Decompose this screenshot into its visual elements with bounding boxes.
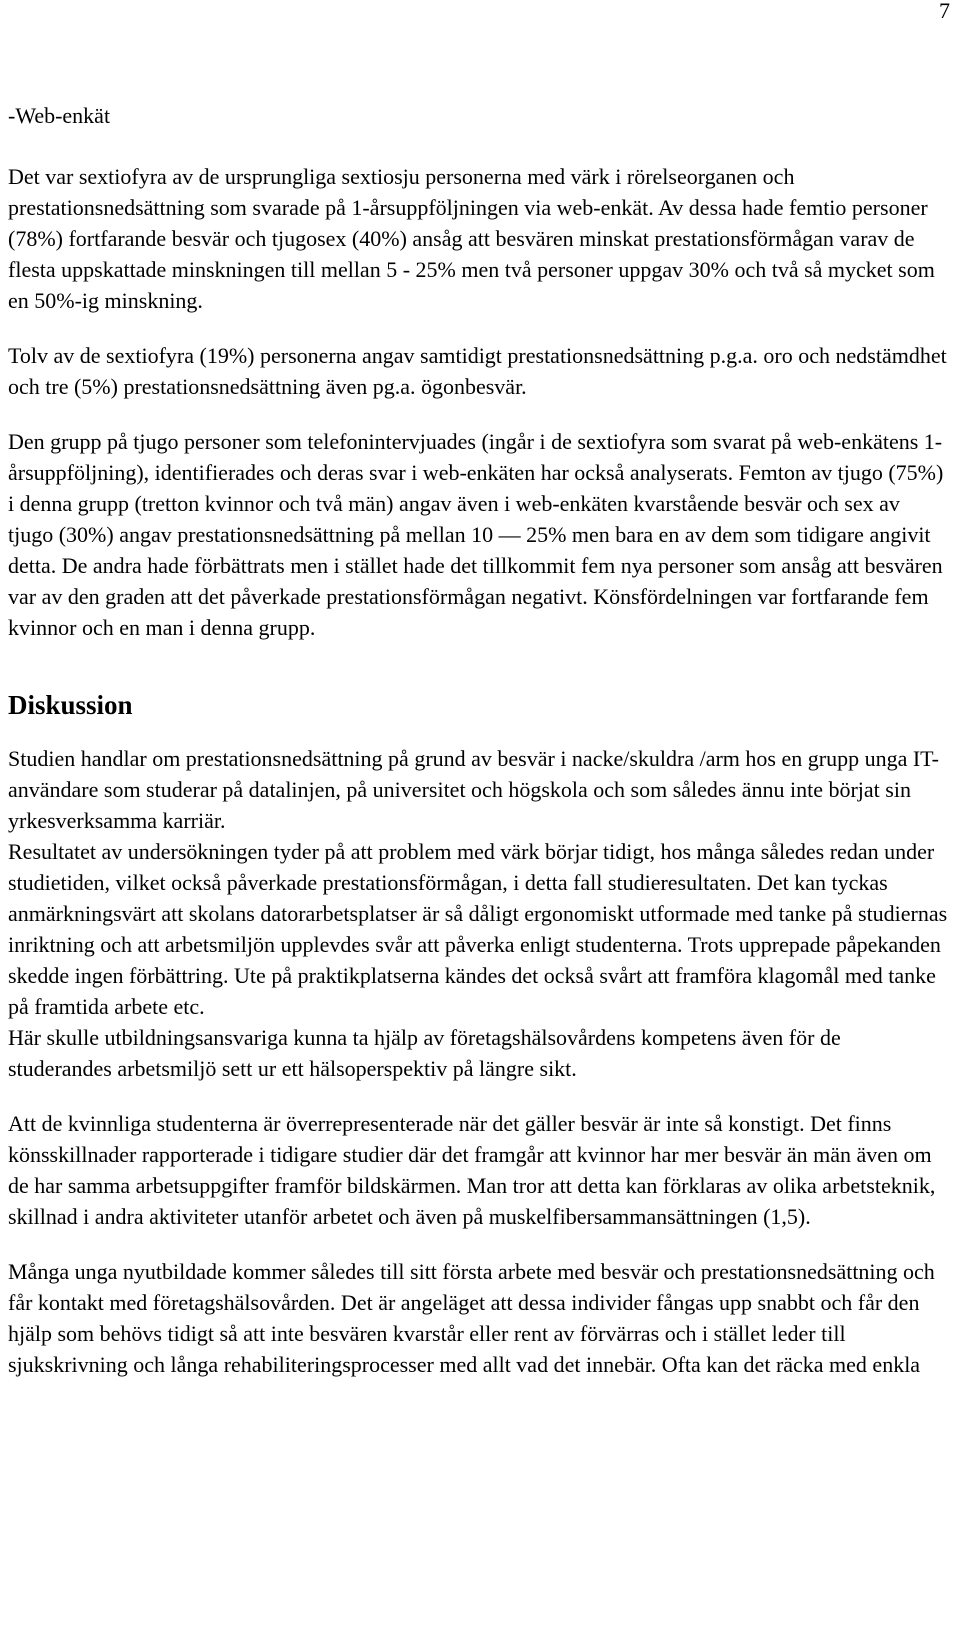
paragraph-web-survey-results: Det var sextiofyra av de ursprungliga sextiosju personerna med värk i rörelseorganen och prestationsnedsättning som svarade på 1-årsuppföljningen via web-enkät. Av dessa hade femtio personer (78%) fortfarande besvär och tjugosex (40%) ansåg att besvären minskat prestationsförmågan varav de flesta uppskattade minskningen till mellan 5 - 25% men två personer uppgav 30% och två så mycket som en 50%-ig minskning.: [8, 164, 935, 313]
section-heading-discussion: Diskussion: [8, 690, 133, 720]
page-number: 7: [939, 0, 950, 23]
document-body: [8, 100, 948, 1380]
paragraph-study-scope: Studien handlar om prestationsnedsättning på grund av besvär i nacke/skuldra /arm hos en grupp unga IT-användare som studerar på datalinjen, på universitet och högskola och som således ännu inte börjat sin yrkesverksamma karriär.: [8, 746, 939, 833]
paragraph-early-intervention: Många unga nyutbildade kommer således till sitt första arbete med besvär och prestationsnedsättning och får kontakt med företagshälsovården. Det är angeläget att dessa individer fångas upp snabbt och får den hjälp som behövs tidigt så att inte besvären kvarstår eller rent av förvärras och i stället leder till sjukskrivning och långa rehabiliteringsprocesser med allt vad det innebär. Ofta kan det räcka med enkla: [8, 1259, 935, 1377]
paragraph-anxiety-eye-problems: Tolv av de sextiofyra (19%) personerna angav samtidigt prestationsnedsättning p.g.a. oro och nedstämdhet och tre (5%) prestationsnedsättning även pg.a. ögonbesvär.: [8, 343, 947, 399]
section-label-web-survey: -Web-enkät: [8, 103, 111, 128]
paragraph-results-summary: Resultatet av undersökningen tyder på att problem med värk börjar tidigt, hos många således redan under studietiden, vilket också påverkade prestationsförmågan, i detta fall studieresultaten. Det kan tyckas anmärkningsvärt att skolans datorarbetsplatser är så dåligt ergonomiskt utformade med tanke på studiernas inriktning och att arbetsmiljön upplevdes svår att påverka enligt studenterna. Trots upprepade påpekanden skedde ingen förbättring. Ute på praktikplatserna kändes det också svårt att framföra klagomål med tanke på framtida arbete etc.: [8, 839, 948, 1019]
paragraph-phone-interview-group: Den grupp på tjugo personer som telefonintervjuades (ingår i de sextiofyra som svarat på web-enkätens 1- årsuppföljning), identifierades och deras svar i web-enkäten har också analyserats. Femton av tjugo (75%) i denna grupp (tretton kvinnor och två män) angav även i web-enkäten kvarstående besvär och sex av tjugo (30%) angav prestationsnedsättning på mellan 10 — 25% men bara en av dem som tidigare angivit detta. De andra hade förbättrats men i stället hade det tillkommit fem nya personer som ansåg att besvären var av den graden att det påverkade prestationsförmågan negativt. Könsfördelningen var fortfarande fem kvinnor och en man i denna grupp.: [8, 429, 944, 640]
paragraph-occupational-health: Här skulle utbildningsansvariga kunna ta hjälp av företagshälsovårdens kompetens även för de studerandes arbetsmiljö sett ur ett hälsoperspektiv på längre sikt.: [8, 1025, 841, 1081]
paragraph-gender-differences: Att de kvinnliga studenterna är överrepresenterade när det gäller besvär är inte så konstigt. Det finns könsskillnader rapporterade i tidigare studier där det framgår att kvinnor har mer besvär än män även om de har samma arbetsuppgifter framför bildskärmen. Man tror att detta kan förklaras av olika arbetsteknik, skillnad i andra aktiviteter utanför arbetet och även på muskelfibersammansättningen (1,5).: [8, 1111, 936, 1229]
